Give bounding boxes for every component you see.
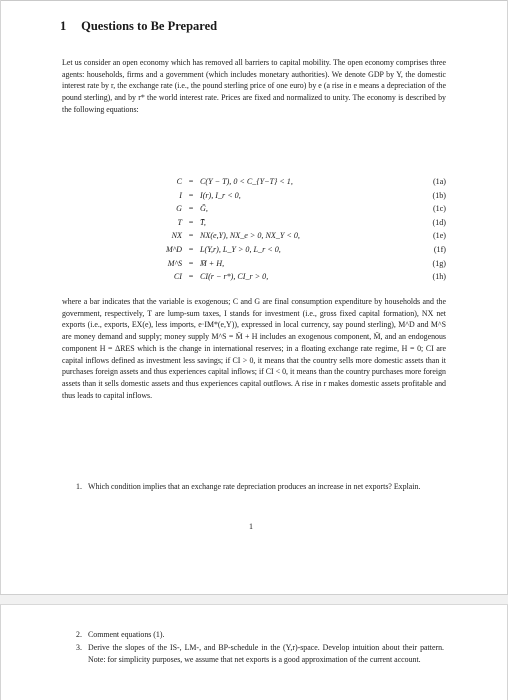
equation-row — [62, 216, 446, 230]
equation-row — [62, 270, 446, 284]
equation-row — [62, 175, 446, 189]
equation-rhs: T̄, — [200, 217, 206, 227]
equation-row — [62, 202, 446, 216]
question-item — [76, 642, 444, 665]
equation-lhs: NX — [171, 231, 182, 241]
question-text: Derive the slopes of the IS-, LM-, and BP-schedule in the (Y,r)-space. Develop intuition about their pattern. Note: for simplicity purposes, we assume that net exports is a good approximation of the current account. — [88, 643, 444, 664]
equation-lhs: I — [179, 190, 182, 200]
question-text: Comment equations (1). — [88, 630, 165, 639]
equation-relation: = — [188, 177, 194, 186]
equation-lhs: G — [176, 204, 182, 214]
equation-tag: (1c) — [432, 204, 446, 214]
equation-row — [62, 243, 446, 257]
equation-rhs: NX(e,Y), NX_e > 0, NX_Y < 0, — [200, 231, 300, 241]
equation-lhs: CI — [173, 272, 182, 282]
question-text: Which condition implies that an exchange rate depreciation produces an increase in net exports? Explain. — [88, 482, 421, 491]
question-item — [76, 481, 444, 493]
equation-system — [62, 175, 446, 284]
equation-relation: = — [188, 244, 194, 254]
section-heading — [60, 19, 217, 34]
equation-lhs: M^D — [165, 244, 182, 254]
equation-relation: = — [188, 272, 194, 282]
equation-tag: (1h) — [432, 272, 446, 282]
equation-relation: = — [188, 231, 194, 241]
equation-tag: (1e) — [432, 231, 446, 241]
page-separator — [0, 594, 508, 605]
equation-relation: = — [188, 258, 194, 268]
question-number: 1. — [76, 482, 82, 491]
question-number: 2. — [76, 630, 82, 639]
equation-lhs: C — [176, 177, 182, 186]
equation-tag: (1f) — [433, 244, 446, 254]
page-number: 1 — [249, 522, 253, 531]
equation-tag: (1a) — [432, 177, 446, 186]
equation-relation: = — [188, 217, 194, 227]
equation-rhs: M̄ + H, — [200, 258, 225, 268]
equation-relation: = — [188, 204, 194, 214]
section-number: 1 — [60, 19, 67, 33]
question-number: 3. — [76, 643, 82, 652]
equation-lhs: T — [177, 217, 182, 227]
equation-rhs: I(r), I_r < 0, — [200, 190, 241, 200]
equation-tag: (1d) — [432, 217, 446, 227]
equation-tag: (1b) — [432, 190, 446, 200]
question-item — [76, 629, 444, 641]
page-border-top — [0, 0, 508, 1]
equation-row — [62, 257, 446, 271]
equation-tag: (1g) — [432, 258, 446, 268]
intro-paragraph: Let us consider an open economy which has removed all barriers to capital mobility. The open economy comprises three agents: households, firms and a government (which includes monetary authorities). We denote GDP by Y, the domestic interest rate by r, the exchange rate (i.e., the pound sterling price of one euro) by e (a rise in e means a depreciation of the pound sterling), and by r* the world interest rate. Prices are fixed and normalized to unity. The economy is described by the following equations: — [62, 58, 446, 114]
equation-row — [62, 229, 446, 243]
equation-lhs: M^S — [167, 258, 182, 268]
explanation-paragraph: where a bar indicates that the variable is exogenous; C and G are final consumption expenditure by households and the government, respectively, T are lump-sum taxes, I stands for investment (i.e., gross fixed capital formation), NX net exports (i.e., exports, EX(e), less imports, e·IM*(e,Y)), expressed in local currency, say pound sterling), M^D and M^S are money demand and supply; money supply M^S = M̄ + H includes an exogenous component, M̄, and an endogenous component H = ΔRES which is the change in international reserves; in a floating exchange rate regime, H = 0; CI are capital inflows defined as investment less savings; if CI > 0, it means that the country sells more domestic assets than it purchases foreign assets and thus experiences capital inflows; if CI < 0, it means than the country purchases more foreign assets than it sells domestic assets and thus experiences capital outflows. A rise in r makes domestic assets profitable and thus leads to capital inflows. — [62, 297, 446, 400]
equation-row — [62, 189, 446, 203]
equation-rhs: CI(r − r*), CI_r > 0, — [200, 272, 269, 282]
equation-rhs: L(Y,r), L_Y > 0, L_r < 0, — [200, 244, 281, 254]
equation-rhs: Ḡ, — [200, 204, 208, 214]
equation-relation: = — [188, 190, 194, 200]
section-title: Questions to Be Prepared — [81, 19, 218, 33]
equation-rhs: C(Y − T), 0 < C_{Y−T} < 1, — [200, 177, 293, 186]
